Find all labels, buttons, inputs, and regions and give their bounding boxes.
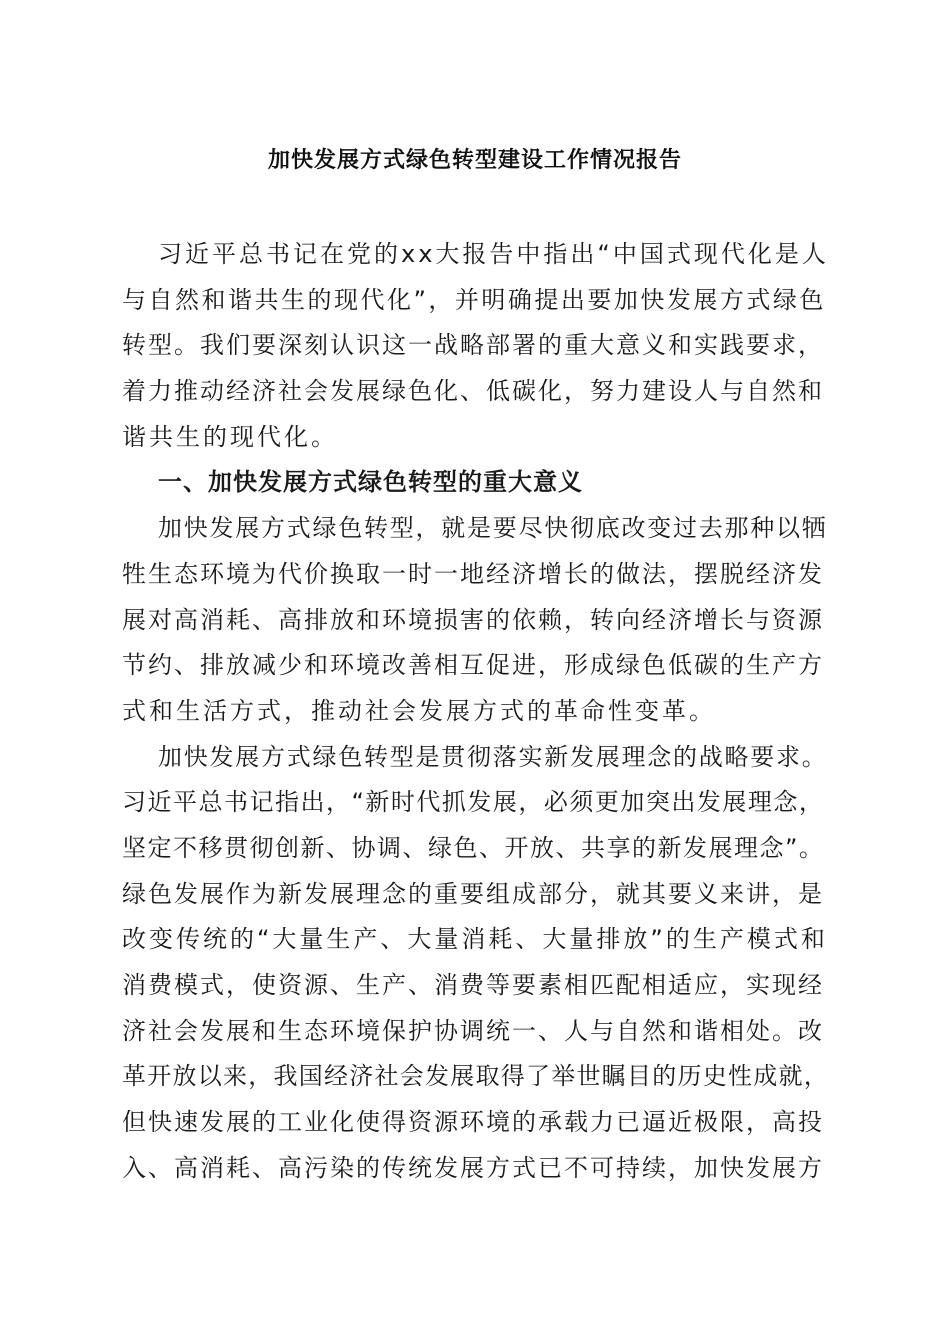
paragraph-line: 习近平总书记在党的xx大报告中指出“中国式现代化是人: [158, 240, 829, 268]
paragraph-line: 节约、排放减少和环境改善相互促进，形成绿色低碳的生产方: [122, 651, 824, 680]
paragraph-line: 转型。我们要深刻认识这一战略部署的重大意义和实践要求，: [122, 331, 824, 360]
paragraph-line: 革开放以来，我国经济社会发展取得了举世瞩目的历史性成就，: [122, 1062, 829, 1091]
paragraph-line: 济社会发展和生态环境保护协调统一、人与自然和谐相处。改: [122, 1016, 824, 1045]
paragraph-line: 坚定不移贯彻创新、协调、绿色、开放、共享的新发展理念”。: [122, 833, 825, 862]
paragraph-line: 式和生活方式，推动社会发展方式的革命性变革。: [122, 696, 716, 725]
paragraph-line: 加快发展方式绿色转型，就是要尽快彻底改变过去那种以牺: [158, 514, 828, 543]
document-body: [122, 232, 830, 1191]
paragraph-line: 改变传统的“大量生产、大量消耗、大量排放”的生产模式和: [122, 925, 828, 954]
document-title: 加快发展方式绿色转型建设工作情况报告: [267, 147, 682, 173]
paragraph-line: 习近平总书记指出，“新时代抓发展，必须更加突出发展理念，: [122, 788, 825, 817]
paragraph-line: 着力推动经济社会发展绿色化、低碳化，努力建设人与自然和: [122, 377, 824, 406]
paragraph-line: 但快速发展的工业化使得资源环境的承载力已逼近极限，高投: [122, 1108, 824, 1137]
paragraph-line: 绿色发展作为新发展理念的重要组成部分，就其要义来讲，是: [122, 879, 824, 908]
paragraph-line: 展对高消耗、高排放和环境损害的依赖，转向经济增长与资源: [122, 605, 824, 634]
paragraph-line: 入、高消耗、高污染的传统发展方式已不可持续，加快发展方: [122, 1153, 824, 1182]
paragraph-line: 与自然和谐共生的现代化”，并明确提出要加快发展方式绿色: [122, 285, 826, 314]
paragraph-line: 加快发展方式绿色转型是贯彻落实新发展理念的战略要求。: [158, 742, 828, 771]
paragraph-line: 谐共生的现代化。: [122, 422, 338, 451]
section-heading: 一、加快发展方式绿色转型的重大意义: [158, 468, 583, 497]
paragraph-line: 牲生态环境为代价换取一时一地经济增长的做法，摆脱经济发: [122, 559, 824, 588]
paragraph-line: 消费模式，使资源、生产、消费等要素相匹配相适应，实现经: [122, 971, 824, 999]
